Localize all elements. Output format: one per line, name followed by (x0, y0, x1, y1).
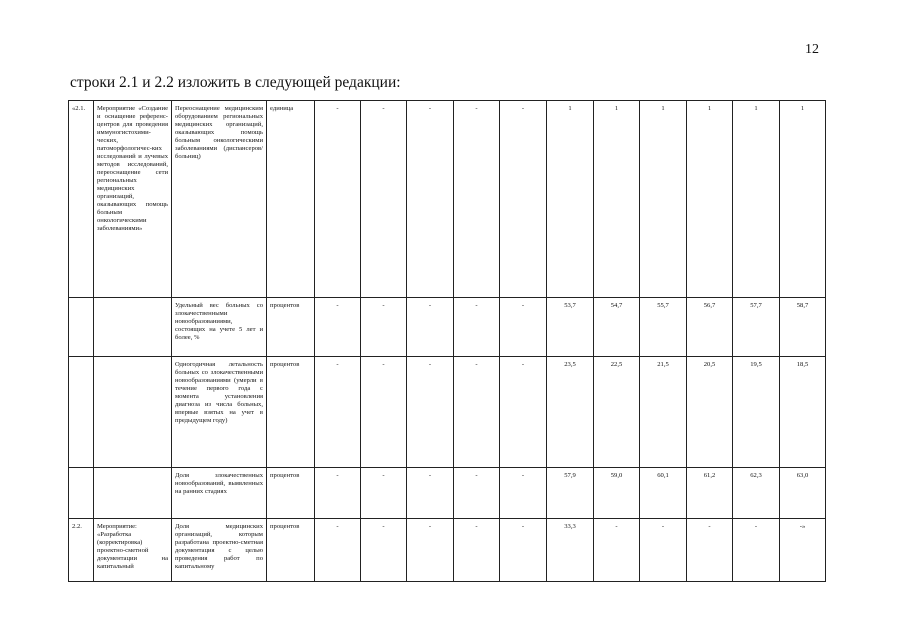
value-cell: - (500, 298, 547, 357)
value-cell: 1 (547, 101, 594, 298)
value-cell: 61,2 (687, 468, 733, 519)
row-number-cell (69, 468, 94, 519)
value-cell: 62,3 (733, 468, 780, 519)
value-cell: - (454, 468, 500, 519)
value-cell: 59,0 (594, 468, 640, 519)
value-cell: - (454, 298, 500, 357)
value-cell: 21,5 (640, 357, 687, 468)
amendment-heading: строки 2.1 и 2.2 изложить в следующей редакции: (70, 74, 401, 91)
unit-cell: процентов (267, 468, 315, 519)
indicator-cell: Удельный вес больных со злокачественными новообразованиями, состоящих на учете 5 лет и более, % (172, 298, 267, 357)
indicator-cell: Переоснащение медицинским оборудованием региональных медицинских организаций, оказывающих помощь больным онкологическими заболеваниями (диспансеров/больниц) (172, 101, 267, 298)
value-cell: - (361, 101, 407, 298)
value-cell: - (687, 519, 733, 582)
table-row (69, 468, 826, 519)
value-cell: - (361, 519, 407, 582)
value-cell: 22,5 (594, 357, 640, 468)
value-cell: 1 (594, 101, 640, 298)
value-cell: 63,0 (780, 468, 826, 519)
value-cell: 1 (780, 101, 826, 298)
value-cell: 56,7 (687, 298, 733, 357)
table-row (69, 101, 826, 298)
value-cell: - (407, 357, 454, 468)
value-cell: - (361, 468, 407, 519)
event-cell (94, 357, 172, 468)
unit-cell: процентов (267, 298, 315, 357)
indicators-table (68, 100, 826, 582)
value-cell: - (500, 101, 547, 298)
value-cell: 60,1 (640, 468, 687, 519)
value-cell: - (500, 468, 547, 519)
value-cell: - (500, 519, 547, 582)
value-cell: - (361, 298, 407, 357)
value-cell: - (733, 519, 780, 582)
row-number-cell: 2.2. (69, 519, 94, 582)
event-cell (94, 298, 172, 357)
value-cell: - (454, 519, 500, 582)
indicator-cell: Одногодичная летальность больных со злокачественными новообразованиями (умерли в течение первого года с момента установления диагноза из числа больных, впервые взятых на учет в предыдущем году) (172, 357, 267, 468)
table-row (69, 298, 826, 357)
value-cell: - (594, 519, 640, 582)
value-cell: 55,7 (640, 298, 687, 357)
indicator-cell: Доля медицинских организаций, которым разработана проектно-сметная документация с целью проведения работ по капитальному (172, 519, 267, 582)
page-number: 12 (805, 42, 819, 57)
value-cell: 53,7 (547, 298, 594, 357)
event-cell: Мероприятие «Создание и оснащение референс-центров для проведения иммуногистохими-ческих, патоморфологичес-ких исследований и лучевых методов исследований, переоснащение сети региональных медицинских организаций, оказывающих помощь больным онкологическими заболеваниями» (94, 101, 172, 298)
row-number-cell (69, 357, 94, 468)
value-cell: - (315, 101, 361, 298)
value-cell: 33,3 (547, 519, 594, 582)
value-cell: - (315, 357, 361, 468)
value-cell: - (407, 298, 454, 357)
unit-cell: процентов (267, 519, 315, 582)
value-cell: - (315, 298, 361, 357)
row-number-cell: «2.1. (69, 101, 94, 298)
value-cell: - (361, 357, 407, 468)
value-cell: 1 (640, 101, 687, 298)
value-cell: 20,5 (687, 357, 733, 468)
value-cell: - (454, 357, 500, 468)
value-cell: - (407, 519, 454, 582)
row-number-cell (69, 298, 94, 357)
value-cell: - (407, 468, 454, 519)
value-cell: - (315, 519, 361, 582)
value-cell: -» (780, 519, 826, 582)
event-cell (94, 468, 172, 519)
value-cell: - (454, 101, 500, 298)
value-cell: - (315, 468, 361, 519)
value-cell: - (500, 357, 547, 468)
unit-cell: единица (267, 101, 315, 298)
value-cell: 18,5 (780, 357, 826, 468)
value-cell: 58,7 (780, 298, 826, 357)
value-cell: 57,7 (733, 298, 780, 357)
value-cell: 1 (733, 101, 780, 298)
value-cell: 1 (687, 101, 733, 298)
value-cell: - (640, 519, 687, 582)
value-cell: 54,7 (594, 298, 640, 357)
value-cell: 57,9 (547, 468, 594, 519)
value-cell: - (407, 101, 454, 298)
indicator-cell: Доля злокачественных новообразований, выявленных на ранних стадиях (172, 468, 267, 519)
unit-cell: процентов (267, 357, 315, 468)
event-cell: Мероприятие: «Разработка (корректировка) проектно-сметной документации на капитальный (94, 519, 172, 582)
value-cell: 23,5 (547, 357, 594, 468)
table-row (69, 357, 826, 468)
table-row (69, 519, 826, 582)
value-cell: 19,5 (733, 357, 780, 468)
